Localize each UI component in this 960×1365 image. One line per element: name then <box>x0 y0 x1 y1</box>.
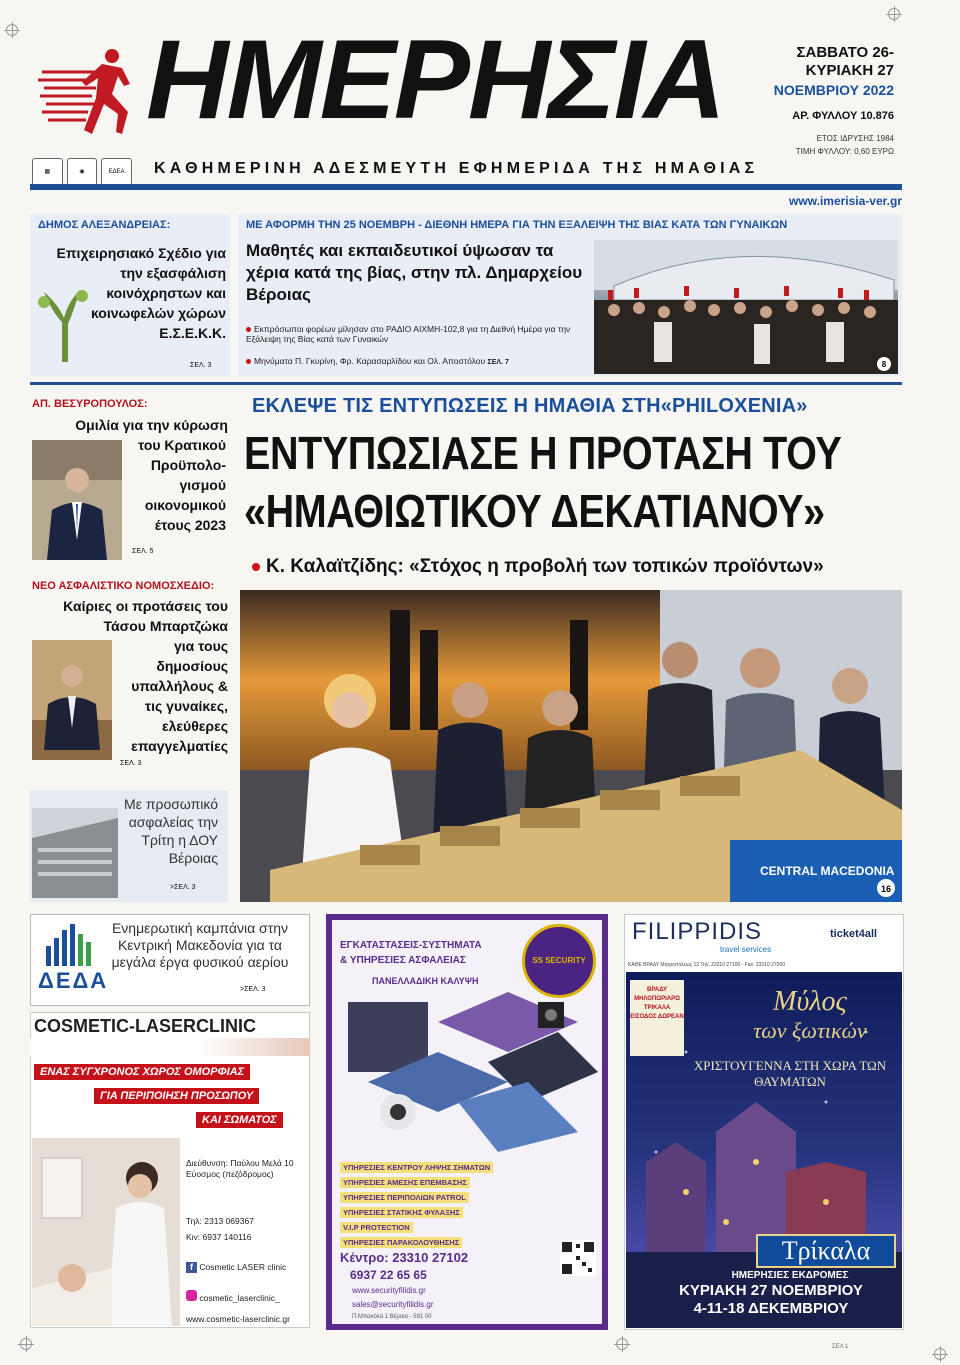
facebook-icon: f <box>186 1262 197 1273</box>
date-line: ΣΑΒΒΑΤΟ 26- <box>796 44 894 61</box>
ad-address: Π.Μπακόλα 1 Βέροια - 591 00 <box>352 1314 432 1320</box>
divider <box>30 382 902 385</box>
divider <box>30 184 902 190</box>
ad-text: Ενημερωτική καμπάνια στην Κεντρική Μακεδονία για τα μεγάλα έργα φυσικού αερίου <box>111 920 289 970</box>
travel-brand-sub: travel services <box>720 945 772 954</box>
story-title[interactable]: Καίριες οι προτάσεις του Τάσου Μπαρτζώκα <box>63 598 228 634</box>
founded-year: ΕΤΟΣ ΙΔΡΥΣΗΣ 1984 <box>816 134 894 143</box>
ad-website[interactable]: www.securityfilidis.gr <box>352 1286 426 1295</box>
story-title[interactable]: για τους δημοσίους υπαλλήλους & τις γυναίκες, ελεύθερες επαγγελματίες <box>131 638 228 754</box>
teaser-title[interactable]: Επιχειρησιακό Σχέδιο για την εξασφάλιση κοινόχρηστων και κοινωφελών χώρων Ε.Σ.Ε.Κ.Κ. <box>56 245 226 341</box>
poster-title: των ξωτικών <box>753 1018 867 1043</box>
runner-logo-icon <box>38 42 138 152</box>
story-title[interactable]: Ομιλία για την κύρωση <box>75 417 228 433</box>
instagram-icon <box>186 1290 197 1301</box>
trip-date: ΚΥΡΙΑΚΗ 27 ΝΟΕΜΒΡΙΟΥ <box>679 1282 863 1299</box>
travel-brand: FILIPPIDIS <box>632 918 763 945</box>
subheadline: Κ. Καλαϊτζίδης: «Στόχος η προβολή των τοπικών προϊόντων» <box>252 556 824 578</box>
ad-website[interactable]: www.cosmetic-laserclinic.gr <box>186 1314 290 1324</box>
feature-bullet: Εκπρόσωποι φορέων μίλησαν στο ΡΑΔΙΟ ΑΙΧΜΗ-102,8 για τη Διεθνή Ημέρα για την Εξάλειψη της Βίας κατά των Γυναικών <box>246 324 571 344</box>
page-ref: >ΣΕΛ. 3 <box>240 986 266 993</box>
registration-mark <box>6 24 18 36</box>
trip-date: 4-11-18 ΔΕΚΕΜΒΡΙΟΥ <box>693 1300 849 1317</box>
feature-title[interactable]: Μαθητές και εκπαιδευτικοί ύψωσαν τα χέρια κατά της βίας, στην πλ. Δημαρχείου Βέροιας <box>246 241 583 304</box>
feature-header: ΜΕ ΑΦΟΡΜΗ ΤΗΝ 25 ΝΟΕΜΒΡΗ - ΔΙΕΘΝΗ ΗΜΕΡΑ ΓΙΑ ΤΗΝ ΕΞΑΛΕΙΨΗ ΤΗΣ ΒΙΑΣ ΚΑΤΑ ΤΩΝ ΓΥΝΑΙΚΩΝ <box>246 219 788 231</box>
masthead-title[interactable]: ΗΜΕΡΗΣΙΑ <box>146 17 724 142</box>
date-line: ΚΥΡΙΑΚΗ 27 <box>805 62 894 79</box>
story-title[interactable]: Με προσωπικό ασφαλείας την Τρίτη η ΔΟΥ Βέροιας <box>124 796 218 866</box>
trip-label: ΗΜΕΡΗΣΙΕΣ ΕΚΔΡΟΜΕΣ <box>731 1270 849 1281</box>
poster-subtitle: ΧΡΙΣΤΟΥΓΕΝΝΑ ΣΤΗ ΧΩΡΑ ΤΩΝ ΘΑΥΜΑΤΩΝ <box>693 1058 887 1089</box>
protest-photo[interactable] <box>594 240 898 374</box>
beauty-treatment-photo <box>32 1138 180 1326</box>
issue-number: ΑΡ. ΦΥΛΛΟΥ 10.876 <box>792 110 894 122</box>
membership-logos <box>32 158 132 186</box>
registration-mark <box>20 1338 32 1350</box>
page-ref: ΣΕΛ. 3 <box>190 362 212 369</box>
kicker: ΕΚΛΕΨΕ ΤΙΣ ΕΝΤΥΠΩΣΕΙΣ Η ΗΜΑΘΙΑ ΣΤΗ«PHILOXENIA» <box>252 395 808 417</box>
page-marker: ΣΕΛ 1 <box>832 1344 849 1350</box>
ad-email[interactable]: sales@securityfilidis.gr <box>352 1300 434 1309</box>
ad-instagram[interactable]: cosmetic_laserclinic_ <box>186 1290 308 1304</box>
qr-code-icon <box>560 1240 596 1276</box>
headline[interactable]: ΕΝΤΥΠΩΣΙΑΣΕ Η ΠΡΟΤΑΣΗ ΤΟΥ <box>244 427 842 479</box>
banner-text: CENTRAL MACEDONIA <box>760 864 895 878</box>
tree-logo-icon <box>34 282 94 362</box>
security-collage <box>338 992 598 1152</box>
ad-slogan: ΚΑΙ ΣΩΜΑΤΟΣ <box>196 1112 283 1128</box>
service-item: ΥΠΗΡΕΣΙΕΣ ΑΜΕΣΗΣ ΕΠΕΜΒΑΣΗΣ <box>340 1177 470 1188</box>
photo-page-ref: 16 <box>880 884 892 894</box>
gas-bars-icon <box>44 920 94 966</box>
ad-facebook[interactable]: f Cosmetic LASER clinic <box>186 1262 308 1273</box>
service-item: ΥΠΗΡΕΣΙΕΣ ΠΕΡΙΠΟΛΙΩΝ PATROL <box>340 1192 469 1203</box>
ad-phone: Κέντρο: 23310 27102 <box>340 1250 469 1265</box>
ad-mobile: 6937 22 65 65 <box>350 1268 427 1282</box>
seal-icon: ▦ <box>32 158 63 186</box>
story-title[interactable]: του Κρατικού Προϋπολο-γισμού οικονομικού έτους 2023 <box>137 437 226 533</box>
issue-price: ΤΙΜΗ ΦΥΛΛΟΥ: 0,60 ΕΥΡΩ <box>795 147 894 156</box>
story-header: ΝΕΟ ΑΣΦΑΛΙΣΤΙΚΟ ΝΟΜΟΣΧΕΔΙΟ: <box>32 580 215 592</box>
main-story-photo[interactable] <box>240 590 902 902</box>
tagline: ΚΑΘΗΜΕΡΙΝΗ ΑΔΕΣΜΕΥΤΗ ΕΦΗΜΕΡΙΔΑ ΤΗΣ ΗΜΑΘΙΑΣ <box>154 160 759 177</box>
ad-address: ΚΑΘΕ ΒΡΑΔΥ Μητροπόλεως 12 Τηλ: 23310 27100 - Fax: 23310 27000 <box>628 962 786 968</box>
edea-logo: ΕΔΕΑ <box>101 158 132 186</box>
story-header: ΑΠ. ΒΕΣΥΡΟΠΟΥΛΟΣ: <box>32 398 148 410</box>
politician-photo[interactable] <box>32 440 122 560</box>
ad-header: ΠΑΝΕΛΛΑΔΙΚΗ ΚΑΛΥΨΗ <box>372 976 479 986</box>
page-ref: ΣΕΛ. 3 <box>120 760 142 767</box>
deda-logo: ΔΕΔΑ <box>38 968 109 993</box>
ad-brand: COSMETIC-LASERCLINIC <box>34 1016 256 1036</box>
page-ref: >ΣΕΛ. 3 <box>170 884 196 891</box>
poster-title: Μύλος <box>773 986 847 1017</box>
teaser-header: ΔΗΜΟΣ ΑΛΕΞΑΝΔΡΕΙΑΣ: <box>38 219 171 231</box>
security-badge-icon: SS SECURITY <box>522 924 596 998</box>
photo-page-ref: 8 <box>881 360 887 369</box>
registration-mark <box>934 1348 946 1360</box>
ad-mobile: Κιν: 6937 140116 <box>186 1232 252 1242</box>
website-link[interactable]: www.imerisia-ver.gr <box>789 194 902 208</box>
ad-slogan: ΓΙΑ ΠΕΡΙΠΟΙΗΣΗ ΠΡΟΣΩΠΟΥ <box>94 1088 259 1104</box>
service-item: ΥΠΗΡΕΣΙΕΣ ΣΤΑΤΙΚΗΣ ΦΥΛΑΞΗΣ <box>340 1207 463 1218</box>
ad-address: Διεύθυνση: Παύλου Μελά 10 Εύοσμος (πεζόδρομος) <box>186 1158 294 1179</box>
ad-phone: Τηλ: 2313 069367 <box>186 1216 254 1226</box>
ad-banner <box>30 1038 310 1056</box>
registration-mark <box>888 8 900 20</box>
service-item: ΥΠΗΡΕΣΙΕΣ ΚΕΝΤΡΟΥ ΛΗΨΗΣ ΣΗΜΑΤΩΝ <box>340 1162 493 1173</box>
ad-header: & ΥΠΗΡΕΣΙΕΣ ΑΣΦΑΛΕΙΑΣ <box>340 955 466 966</box>
page-ref: ΣΕΛ. 5 <box>132 548 154 555</box>
feature-bullet: Μηνύματα Π. Γκυρίνη, Φρ. Καρασαρλίδου και Ολ. Αποστόλου ΣΕΛ. 7 <box>246 356 586 366</box>
poster-city: Τρίκαλα <box>756 1234 896 1268</box>
free-entry-tag: ΒΡΑΔΥ ΜΗΛΟΠΩΡΙΑΡΩ ΤΡΙΚΑΛΑ ΕΙΣΟΔΟΣ ΔΩΡΕΑΝ <box>630 980 684 1056</box>
ticket-brand: ticket4all <box>830 928 878 940</box>
date-line: ΝΟΕΜΒΡΙΟΥ 2022 <box>773 82 894 98</box>
ad-header: ΕΓΚΑΤΑΣΤΑΣΕΙΣ-ΣΥΣΤΗΜΑΤΑ <box>340 940 482 951</box>
seal-icon: ◉ <box>67 158 98 186</box>
headline[interactable]: «ΗΜΑΘΙΩΤΙΚΟΥ ΔΕΚΑΤΙΑΝΟΥ» <box>244 485 825 537</box>
registration-mark <box>616 1338 628 1350</box>
ad-slogan: ΕΝΑΣ ΣΥΓΧΡΟΝΟΣ ΧΩΡΟΣ ΟΜΟΡΦΙΑΣ <box>34 1064 250 1080</box>
service-item: V.I.P PROTECTION <box>340 1222 413 1233</box>
politician-photo[interactable] <box>32 640 112 760</box>
service-item: ΥΠΗΡΕΣΙΕΣ ΠΑΡΑΚΟΛΟΥΘΗΣΗΣ <box>340 1237 462 1248</box>
